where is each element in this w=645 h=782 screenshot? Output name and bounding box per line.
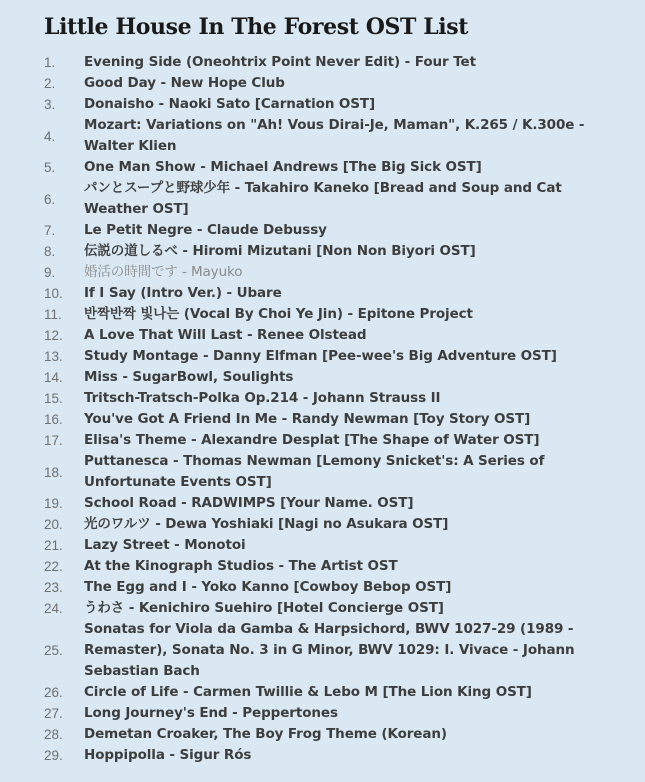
track-number: 5. [44,160,56,175]
list-item [44,52,615,73]
track-number: 8. [44,244,56,259]
track-title: Mozart: Variations on "Ah! Vous Dirai-Je, Maman", K.265 / K.300e - Walter Klien [84,117,585,154]
track-title: At the Kinograph Studios - The Artist OST [84,558,398,574]
list-item [44,514,615,535]
track-number: 17. [44,433,63,448]
track-number: 21. [44,538,63,553]
list-item [44,178,615,220]
list-item [44,493,615,514]
track-number: 4. [44,128,56,144]
track-number: 3. [44,97,56,112]
list-item [44,241,615,262]
track-title: Donaisho - Naoki Sato [Carnation OST] [84,96,376,112]
list-item [44,157,615,178]
track-title: 伝説の道しるべ - Hiromi Mizutani [Non Non Biyori OST] [84,243,476,259]
track-number: 19. [44,496,63,511]
track-title: Long Journey's End - Peppertones [84,705,338,721]
track-number: 26. [44,685,63,700]
track-title: You've Got A Friend In Me - Randy Newman [Toy Story OST] [84,411,531,427]
track-title: A Love That Will Last - Renee Olstead [84,327,367,343]
track-title: 婚活の時間です - Mayuko [84,264,243,280]
track-title: Tritsch-Tratsch-Polka Op.214 - Johann Strauss II [84,390,441,406]
track-title: Study Montage - Danny Elfman [Pee-wee's Big Adventure OST] [84,348,557,364]
list-item [44,682,615,703]
list-item [44,94,615,115]
track-title: Hoppipolla - Sigur Rós [84,747,252,763]
track-number: 24. [44,601,63,616]
list-item [44,535,615,556]
track-number: 12. [44,328,63,343]
track-number: 1. [44,55,56,70]
track-title: Evening Side (Oneohtrix Point Never Edit) - Four Tet [84,54,476,70]
track-number: 23. [44,580,63,595]
list-item [44,556,615,577]
track-title: Sonatas for Viola da Gamba & Harpsichord, BWV 1027-29 (1989 - Remaster), Sonata No. 3 in G Minor, BWV 1029: I. Vivace - Johann Sebastian Bach [84,621,575,679]
track-number: 2. [44,76,56,91]
track-number: 27. [44,706,63,721]
track-title: 반짝반짝 빛나는 (Vocal By Choi Ye Jin) - Epitone Project [84,306,473,322]
list-item [44,598,615,619]
track-title: Lazy Street - Monotoi [84,537,246,553]
track-number: 11. [44,307,62,322]
track-title: One Man Show - Michael Andrews [The Big Sick OST] [84,159,482,175]
track-number: 16. [44,412,63,427]
list-item [44,724,615,745]
track-title: Le Petit Negre - Claude Debussy [84,222,327,238]
track-title: If I Say (Intro Ver.) - Ubare [84,285,282,301]
track-title: Demetan Croaker, The Boy Frog Theme (Korean) [84,726,447,742]
list-item [44,745,615,766]
list-item [44,388,615,409]
track-title: Circle of Life - Carmen Twillie & Lebo M [The Lion King OST] [84,684,532,700]
track-number: 29. [44,748,63,763]
track-number: 25. [44,643,63,658]
list-item [44,451,615,493]
list-item [44,430,615,451]
track-number: 14. [44,370,63,385]
track-number: 7. [44,223,56,238]
list-item [44,409,615,430]
track-title: Good Day - New Hope Club [84,75,285,91]
list-item [44,304,615,325]
list-item [44,115,615,157]
track-title: The Egg and I - Yoko Kanno [Cowboy Bebop OST] [84,579,452,595]
track-number: 18. [44,464,63,480]
track-title: パンとスープと野球少年 - Takahiro Kaneko [Bread and Soup and Cat Weather OST] [84,180,562,217]
track-list [44,52,615,766]
list-item [44,346,615,367]
list-item [44,73,615,94]
track-number: 28. [44,727,63,742]
track-number: 10. [44,286,63,301]
list-item [44,367,615,388]
track-number: 22. [44,559,63,574]
track-number: 13. [44,349,63,364]
list-item [44,703,615,724]
list-item [44,325,615,346]
track-number: 9. [44,265,56,280]
track-number: 6. [44,191,56,207]
track-number: 15. [44,391,63,406]
list-item [44,262,615,283]
list-item [44,283,615,304]
track-title: 光のワルツ - Dewa Yoshiaki [Nagi no Asukara OST] [84,516,449,532]
track-title: うわさ - Kenichiro Suehiro [Hotel Concierge OST] [84,600,444,616]
track-title: School Road - RADWIMPS [Your Name. OST] [84,495,414,511]
page-title: Little House In The Forest OST List [44,14,468,40]
track-number: 20. [44,517,63,532]
list-item [44,577,615,598]
track-title: Elisa's Theme - Alexandre Desplat [The Shape of Water OST] [84,432,540,448]
list-item [44,619,615,682]
list-item [44,220,615,241]
track-title: Puttanesca - Thomas Newman [Lemony Snicket's: A Series of Unfortunate Events OST] [84,453,545,490]
track-title: Miss - SugarBowl, Soulights [84,369,294,385]
